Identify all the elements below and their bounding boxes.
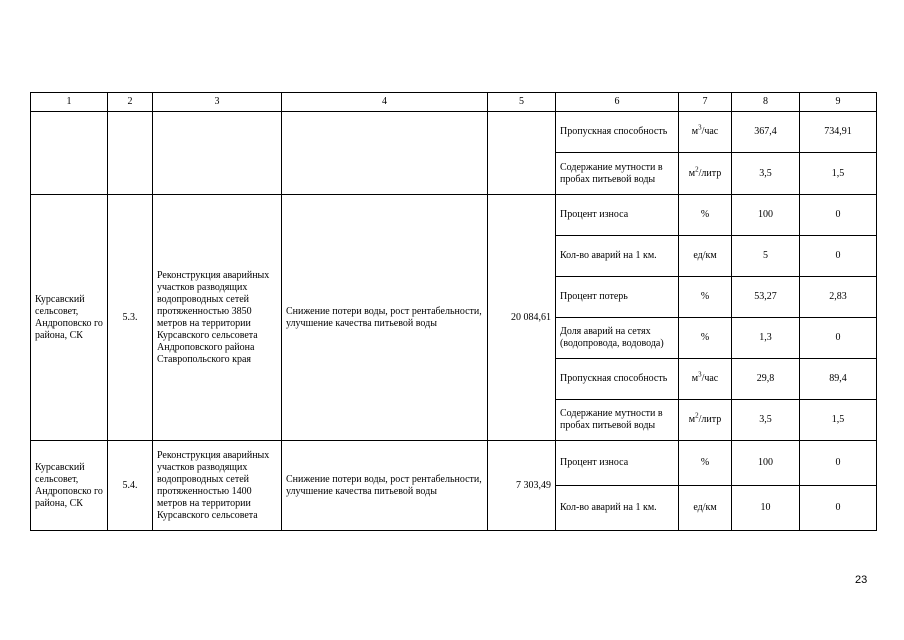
- col-num-7: 7: [679, 93, 732, 112]
- project-description-cell: Реконструкция аварийных участков разводящих водопроводных сетей протяженностью 3850 метров на территории Курсавского сельсовета Андроповского района Ставропольского края: [153, 195, 282, 441]
- value-before-cell: 1,3: [732, 318, 800, 359]
- table-row: [31, 112, 877, 153]
- unit-cell: $м^3$/час: [679, 359, 732, 400]
- value-before-cell: 53,27: [732, 277, 800, 318]
- value-before-cell: 100: [732, 441, 800, 486]
- indicator-cell: Кол-во аварий на 1 км.: [556, 236, 679, 277]
- col-num-5: 5: [488, 93, 556, 112]
- empty-cell: [31, 112, 108, 195]
- indicator-cell: Пропускная способность: [556, 112, 679, 153]
- empty-cell: [108, 112, 153, 195]
- unit-cell: ед/км: [679, 236, 732, 277]
- unit-cell: $м^3$/час: [679, 112, 732, 153]
- value-after-cell: 0: [800, 486, 877, 531]
- effect-cell: Снижение потери воды, рост рентабельности, улучшение качества питьевой воды: [282, 441, 488, 531]
- cost-cell: 20 084,61: [488, 195, 556, 441]
- value-before-cell: 367,4: [732, 112, 800, 153]
- item-number-cell: 5.4.: [108, 441, 153, 531]
- investment-table: [30, 92, 877, 531]
- indicator-cell: Процент износа: [556, 195, 679, 236]
- value-after-cell: 734,91: [800, 112, 877, 153]
- value-before-cell: 100: [732, 195, 800, 236]
- unit-cell: %: [679, 318, 732, 359]
- effect-cell: Снижение потери воды, рост рентабельности, улучшение качества питьевой воды: [282, 195, 488, 441]
- settlement-cell: Курсавский сельсовет, Андроповско го района, СК: [31, 441, 108, 531]
- indicator-cell: Процент износа: [556, 441, 679, 486]
- table-row: [31, 441, 877, 486]
- col-num-8: 8: [732, 93, 800, 112]
- value-after-cell: 0: [800, 236, 877, 277]
- page-number: 23: [855, 574, 868, 586]
- col-num-2: 2: [108, 93, 153, 112]
- value-after-cell: 0: [800, 318, 877, 359]
- value-after-cell: 1,5: [800, 153, 877, 195]
- value-after-cell: 0: [800, 195, 877, 236]
- unit-cell: $м^2$/литр: [679, 400, 732, 441]
- value-after-cell: 2,83: [800, 277, 877, 318]
- value-after-cell: 1,5: [800, 400, 877, 441]
- col-num-4: 4: [282, 93, 488, 112]
- indicator-cell: Содержание мутности в пробах питьевой воды: [556, 400, 679, 441]
- unit-cell: %: [679, 441, 732, 486]
- table-row: [31, 195, 877, 236]
- value-before-cell: 10: [732, 486, 800, 531]
- indicator-cell: Процент потерь: [556, 277, 679, 318]
- empty-cell: [282, 112, 488, 195]
- value-before-cell: 5: [732, 236, 800, 277]
- item-number-cell: 5.3.: [108, 195, 153, 441]
- column-number-row: [31, 93, 877, 112]
- indicator-cell: Пропускная способность: [556, 359, 679, 400]
- value-after-cell: 89,4: [800, 359, 877, 400]
- empty-cell: [153, 112, 282, 195]
- indicator-cell: Кол-во аварий на 1 км.: [556, 486, 679, 531]
- project-description-cell: Реконструкция аварийных участков разводящих водопроводных сетей протяженностью 1400 метров на территории Курсавского сельсовета: [153, 441, 282, 531]
- unit-cell: ед/км: [679, 486, 732, 531]
- unit-cell: $м^2$/литр: [679, 153, 732, 195]
- indicator-cell: Доля аварий на сетях (водопровода, водовода): [556, 318, 679, 359]
- empty-cell: [488, 112, 556, 195]
- col-num-6: 6: [556, 93, 679, 112]
- cost-cell: 7 303,49: [488, 441, 556, 531]
- value-before-cell: 3,5: [732, 153, 800, 195]
- col-num-3: 3: [153, 93, 282, 112]
- col-num-9: 9: [800, 93, 877, 112]
- unit-cell: %: [679, 277, 732, 318]
- settlement-cell: Курсавский сельсовет, Андроповско го района, СК: [31, 195, 108, 441]
- value-after-cell: 0: [800, 441, 877, 486]
- unit-cell: %: [679, 195, 732, 236]
- col-num-1: 1: [31, 93, 108, 112]
- value-before-cell: 29,8: [732, 359, 800, 400]
- value-before-cell: 3,5: [732, 400, 800, 441]
- indicator-cell: Содержание мутности в пробах питьевой воды: [556, 153, 679, 195]
